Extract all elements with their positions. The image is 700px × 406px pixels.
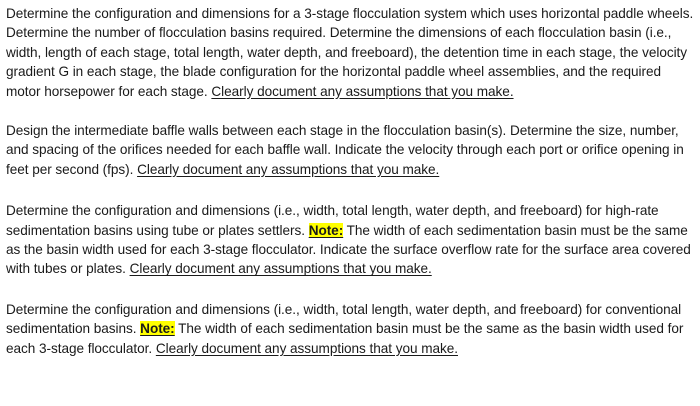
note-text: The width of each sedimentation basin must be the same as the basin width used for each 3-stage flocculator. — [6, 321, 684, 356]
note-text: The width of each sedimentation basin must be the same as the basin width used for each 3-stage flocculator. Indicate the surface overflow rate for the surface area covered with tubes or plates. — [6, 222, 691, 277]
paragraph-text: Determine the configuration and dimensions (i.e., width, total length, water depth, and freeboard) for high-rate sedimentation basins using tube or plates settlers. — [6, 203, 659, 238]
paragraph-text: Determine the configuration and dimensions (i.e., width, total length, water depth, and freeboard) for conventional sedimentation basins. — [6, 301, 682, 337]
paragraph-conventional-sedimentation — [6, 300, 694, 358]
paragraph-text: Determine the configuration and dimensions for a 3-stage flocculation system which uses horizontal paddle wheels. Determine the number of flocculation basins required. Determine the dimensions of each flocculation basin (i.e., width, length of each stage, total length, water depth, and freeboard), the detention time in each stage, the velocity gradient G in each stage, the blade configuration for the horizontal paddle wheel assemblies, and the required motor horsepower for each stage. — [6, 6, 694, 99]
paragraph-high-rate-sedimentation — [6, 201, 694, 279]
assumptions-emphasis: Clearly document any assumptions that you make. — [211, 83, 514, 99]
document-body — [6, 4, 694, 358]
assumptions-emphasis: Clearly document any assumptions that you make. — [129, 261, 432, 277]
note-label-highlight: Note: — [308, 222, 344, 238]
paragraph-flocculation-system — [6, 4, 694, 101]
assumptions-emphasis: Clearly document any assumptions that you make. — [137, 161, 440, 177]
note-label-highlight: Note: — [140, 321, 175, 337]
paragraph-baffle-walls — [6, 121, 694, 179]
assumptions-emphasis: Clearly document any assumptions that you make. — [155, 340, 458, 356]
paragraph-text: Design the intermediate baffle walls between each stage in the flocculation basin(s). Determine the size, number, and spacing of the orifices needed for each baffle wall. Indicate the velocity through each port or orifice opening in feet per second (fps). — [6, 123, 684, 177]
